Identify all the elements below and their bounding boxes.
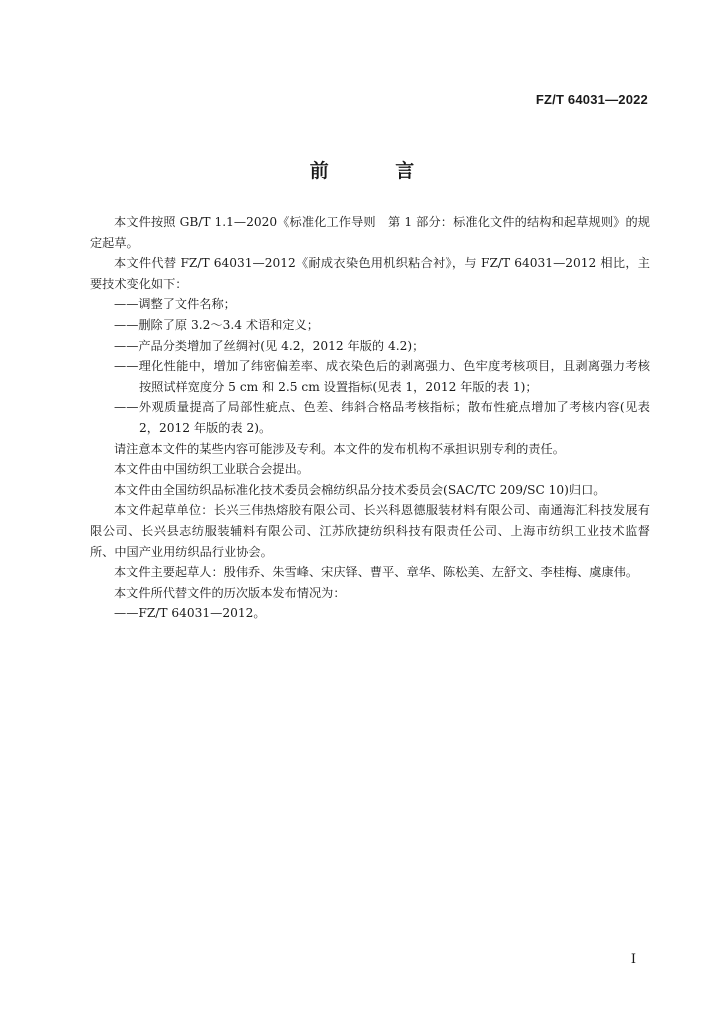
standard-code: FZ/T 64031—2022 xyxy=(535,92,648,107)
replacement-paragraph: 本文件代替 FZ/T 64031—2012《耐成衣染色用机织粘合衬》，与 FZ/T 64031—2012 相比，主要技术变化如下： xyxy=(90,256,650,291)
change-item: ——理化性能中，增加了纬密偏差率、成衣染色后的剥离强力、色牢度考核项目，且剥离强力考核按照试样宽度分 5 cm 和 2.5 cm 设置指标(见表 1，2012 年版的表 1)； xyxy=(114,359,650,394)
change-item: ——删除了原 3.2～3.4 术语和定义； xyxy=(114,317,319,332)
foreword-body xyxy=(90,212,650,624)
change-item: ——调整了文件名称； xyxy=(114,297,236,312)
proposer-paragraph: 本文件由中国纺织工业联合会提出。 xyxy=(114,462,309,477)
drafters-paragraph: 本文件主要起草人：殷伟乔、朱雪峰、宋庆铎、曹平、章华、陈松美、左舒文、李桂梅、虞康伟。 xyxy=(114,565,639,580)
change-item: ——产品分类增加了丝绸衬(见 4.2，2012 年版的 4.2)； xyxy=(114,338,425,353)
drafting-units-paragraph: 本文件起草单位：长兴三伟热熔胶有限公司、长兴科恩德服装材料有限公司、南通海汇科技发展有限公司、长兴县志纺服装辅料有限公司、江苏欣捷纺织科技有限责任公司、上海市纺织工业技术监督所、中国产业用纺织品行业协会。 xyxy=(90,503,650,559)
changes-list xyxy=(90,294,650,438)
patent-notice-paragraph: 请注意本文件的某些内容可能涉及专利。本文件的发布机构不承担识别专利的责任。 xyxy=(114,441,565,456)
history-item: ——FZ/T 64031—2012。 xyxy=(114,606,266,621)
history-intro-paragraph: 本文件所代替文件的历次版本发布情况为： xyxy=(114,585,346,600)
committee-paragraph: 本文件由全国纺织品标准化技术委员会棉纺织品分技术委员会(SAC/TC 209/SC 10)归口。 xyxy=(114,482,606,497)
change-item: ——外观质量提高了局部性疵点、色差、纬斜合格品考核指标；散布性疵点增加了考核内容(见表 2，2012 年版的表 2)。 xyxy=(114,400,650,435)
page-title: 前 言 xyxy=(309,160,445,182)
drafting-rule-paragraph: 本文件按照 GB/T 1.1—2020《标准化工作导则 第 1 部分：标准化文件的结构和起草规则》的规定起草。 xyxy=(90,215,650,250)
page-number: I xyxy=(630,952,636,967)
